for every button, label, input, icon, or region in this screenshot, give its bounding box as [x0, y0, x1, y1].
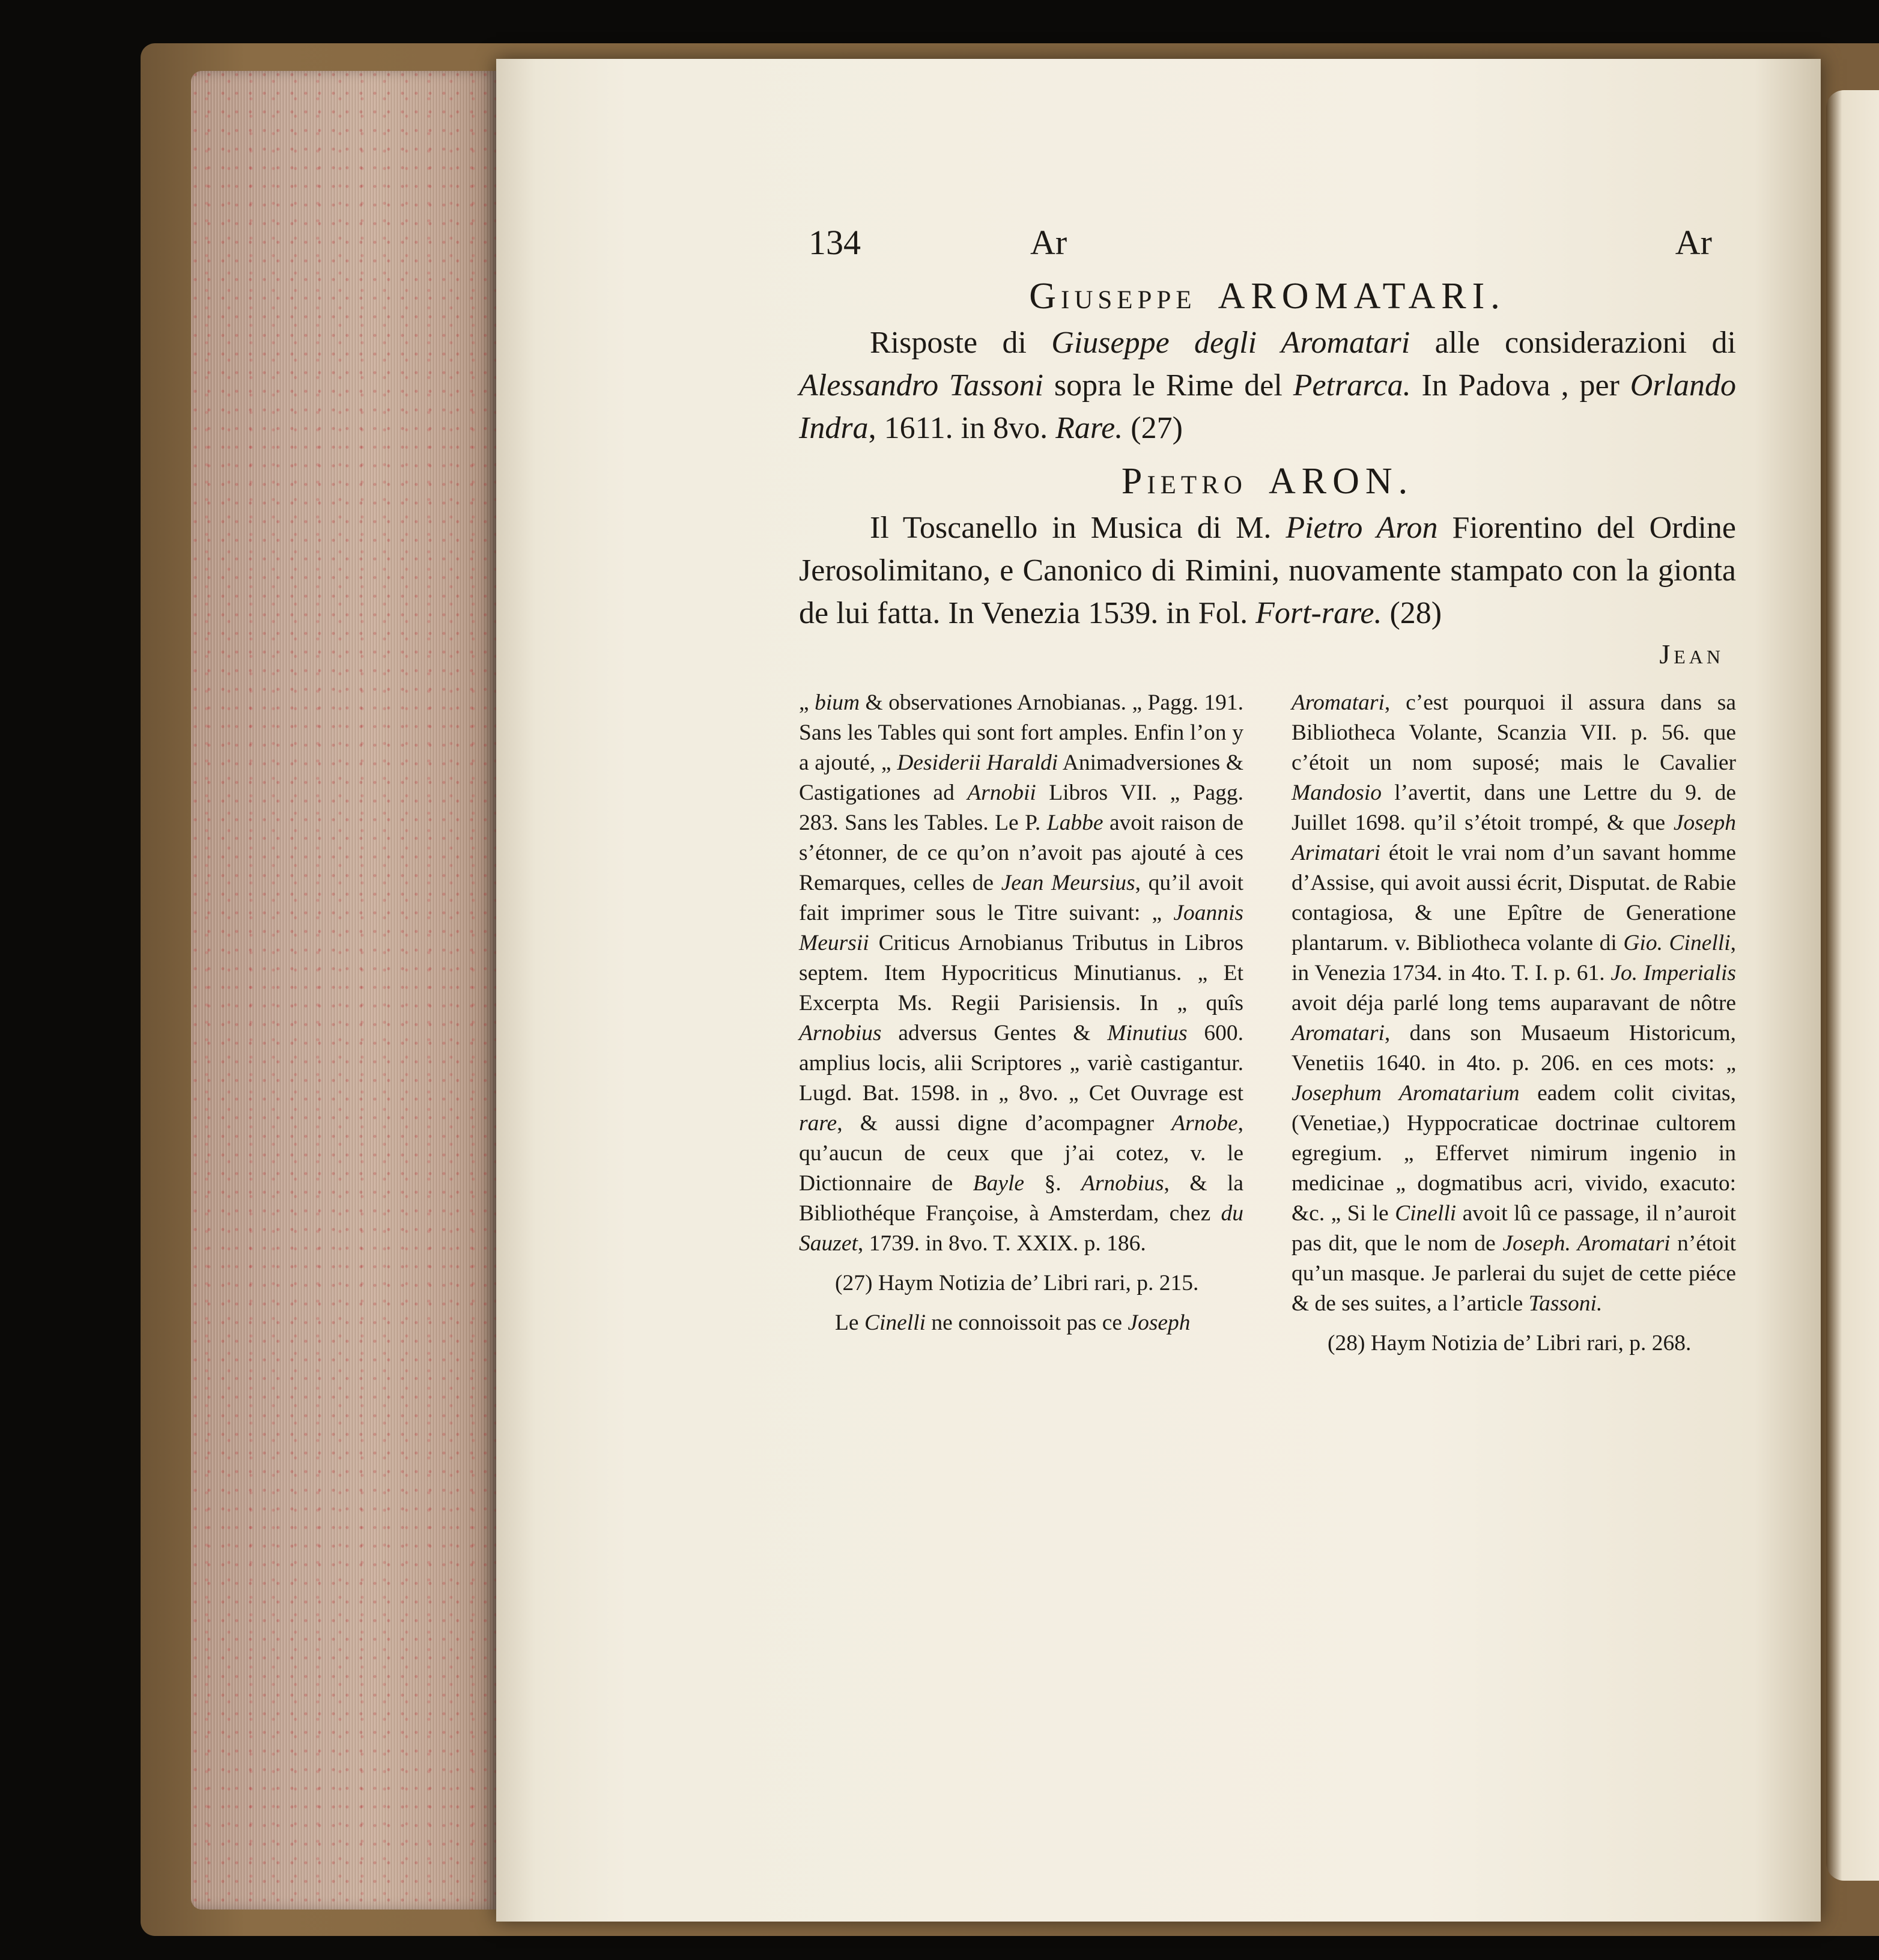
entry-text: , 1611. in 8vo.: [868, 411, 1056, 445]
entry-italic: Pietro Aron: [1286, 511, 1438, 545]
entry-text: (27): [1123, 411, 1183, 445]
entry-text: (28): [1382, 596, 1442, 630]
author-surname: ARON.: [1268, 461, 1414, 502]
facing-page-edge: [1826, 90, 1879, 1881]
entry-italic: Petrarca.: [1293, 368, 1411, 403]
entry-text: Il Toscanello in Musica di M.: [870, 511, 1286, 545]
entry-italic: Fort-rare.: [1255, 596, 1382, 630]
entry-italic: Alessandro Tassoni: [799, 368, 1044, 403]
entry-italic: Giuseppe degli Aromatari: [1051, 326, 1410, 360]
right-column: [1292, 688, 1736, 1359]
bibliographic-entry: [799, 507, 1736, 635]
footnote-27: (27) Haym Notizia de’ Libri rari, p. 215.: [835, 1271, 1199, 1295]
running-head-left: Ar: [1030, 223, 1067, 262]
page-number: 134: [809, 223, 861, 262]
entry-text: sopra le Rime del: [1043, 368, 1293, 403]
bibliographic-entry: [799, 321, 1736, 449]
footnote-text: Aromatari, c’est pourquoi il assura dans sa Bibliotheca Volante, Scanzia VII. p. 56. que c’étoit un nom suposé; mais le Cavalier Mandosio l’avertit, dans une Lettre du 9. de Juillet 1698. qu’il s’étoit trompé, & que Joseph Arimatari étoit le vrai nom d’un savant homme d’Assise, qui avoit aussi écrit, Disputat. de Rabie contagiosa, & une Epître de Generatione plantarum. v. Bibliotheca volante di Gio. Cinelli, in Venezia 1734. in 4to. T. I. p. 61. Jo. Imperialis avoit déja parlé long tems auparavant de nôtre Aromatari, dans son Musaeum Historicum, Venetiis 1640. in 4to. p. 206. en ces mots: „ Josephum Aromatarium eadem colit civitas, (Venetiae,) Hyppocraticae doctrinae cultorem egregium. „ Effervet nimirum ingenio in medicinae „ dogmatibus acri, vivido, exacuto: &c. „ Si le Cinelli avoit lû ce passage, il n’auroit pas dit, que le nom de Joseph. Aromatari n’étoit qu’un masque. Je parlerai du sujet de cette piéce & de ses suites, a l’article Tassoni.: [1292, 690, 1737, 1316]
page-text: [799, 222, 1736, 1359]
footnote-continuation: Le Cinelli ne connoissoit pas ce Joseph: [835, 1310, 1191, 1335]
author-given-name: Pietro: [1121, 461, 1247, 502]
entry-text: Fiorentino del Ordine Jerosolimitano, e Canonico di Rimini, nuovamente stampato con la gionta de lui fatta. In Venezia 1539. in Fol.: [799, 511, 1736, 630]
catchword: Jean: [1659, 639, 1724, 669]
footnote-columns: [799, 688, 1736, 1359]
footnote-text: „ bium & observationes Arnobianas. „ Pagg. 191. Sans les Tables qui sont fort amples. Enfin l’on y a ajouté, „ Desiderii Haraldi Animadversiones & Castigationes ad Arnobii Libros VII. „ Pagg. 283. Sans les Tables. Le P. Labbe avoit raison de s’étonner, de ce qu’on n’avoit pas ajouté à ces Remarques, celles de Jean Meursius, qu’il avoit fait imprimer sous le Titre suivant: „ Joannis Meursii Criticus Arnobianus Tributus in Libros septem. Item Hypocriticus Minutianus. „ Et Excerpta Ms. Regii Parisiensis. In „ quîs Arnobius adversus Gentes & Minutius 600. amplius locis, alii Scriptores „ variè castigantur. Lugd. Bat. 1598. in „ 8vo. „ Cet Ouvrage est rare, & aussi digne d’acompagner Arnobe, qu’aucun de ceux que j’ai cotez, v. le Dictionnaire de Bayle §. Arnobius, & la Bibliothéque Françoise, à Amsterdam, chez du Sauzet, 1739. in 8vo. T. XXIX. p. 186.: [799, 690, 1244, 1256]
entry-italic: Rare.: [1055, 411, 1123, 445]
entry-text: Risposte di: [870, 326, 1052, 360]
author-surname: AROMATARI.: [1218, 276, 1506, 317]
entry-text: In Padova , per: [1410, 368, 1630, 403]
running-head: [799, 222, 1736, 273]
running-head-right: Ar: [1675, 223, 1712, 262]
author-heading-aromatari: [799, 275, 1736, 318]
author-given-name: Giuseppe: [1029, 276, 1197, 317]
entry-text: alle considerazioni di: [1410, 326, 1736, 360]
entry-italic: Orlando Indra: [799, 368, 1737, 445]
footnote-28: (28) Haym Notizia de’ Libri rari, p. 268.: [1328, 1331, 1692, 1356]
left-column: [799, 688, 1243, 1359]
author-heading-aron: [799, 460, 1736, 503]
page-edges: [191, 71, 497, 1910]
